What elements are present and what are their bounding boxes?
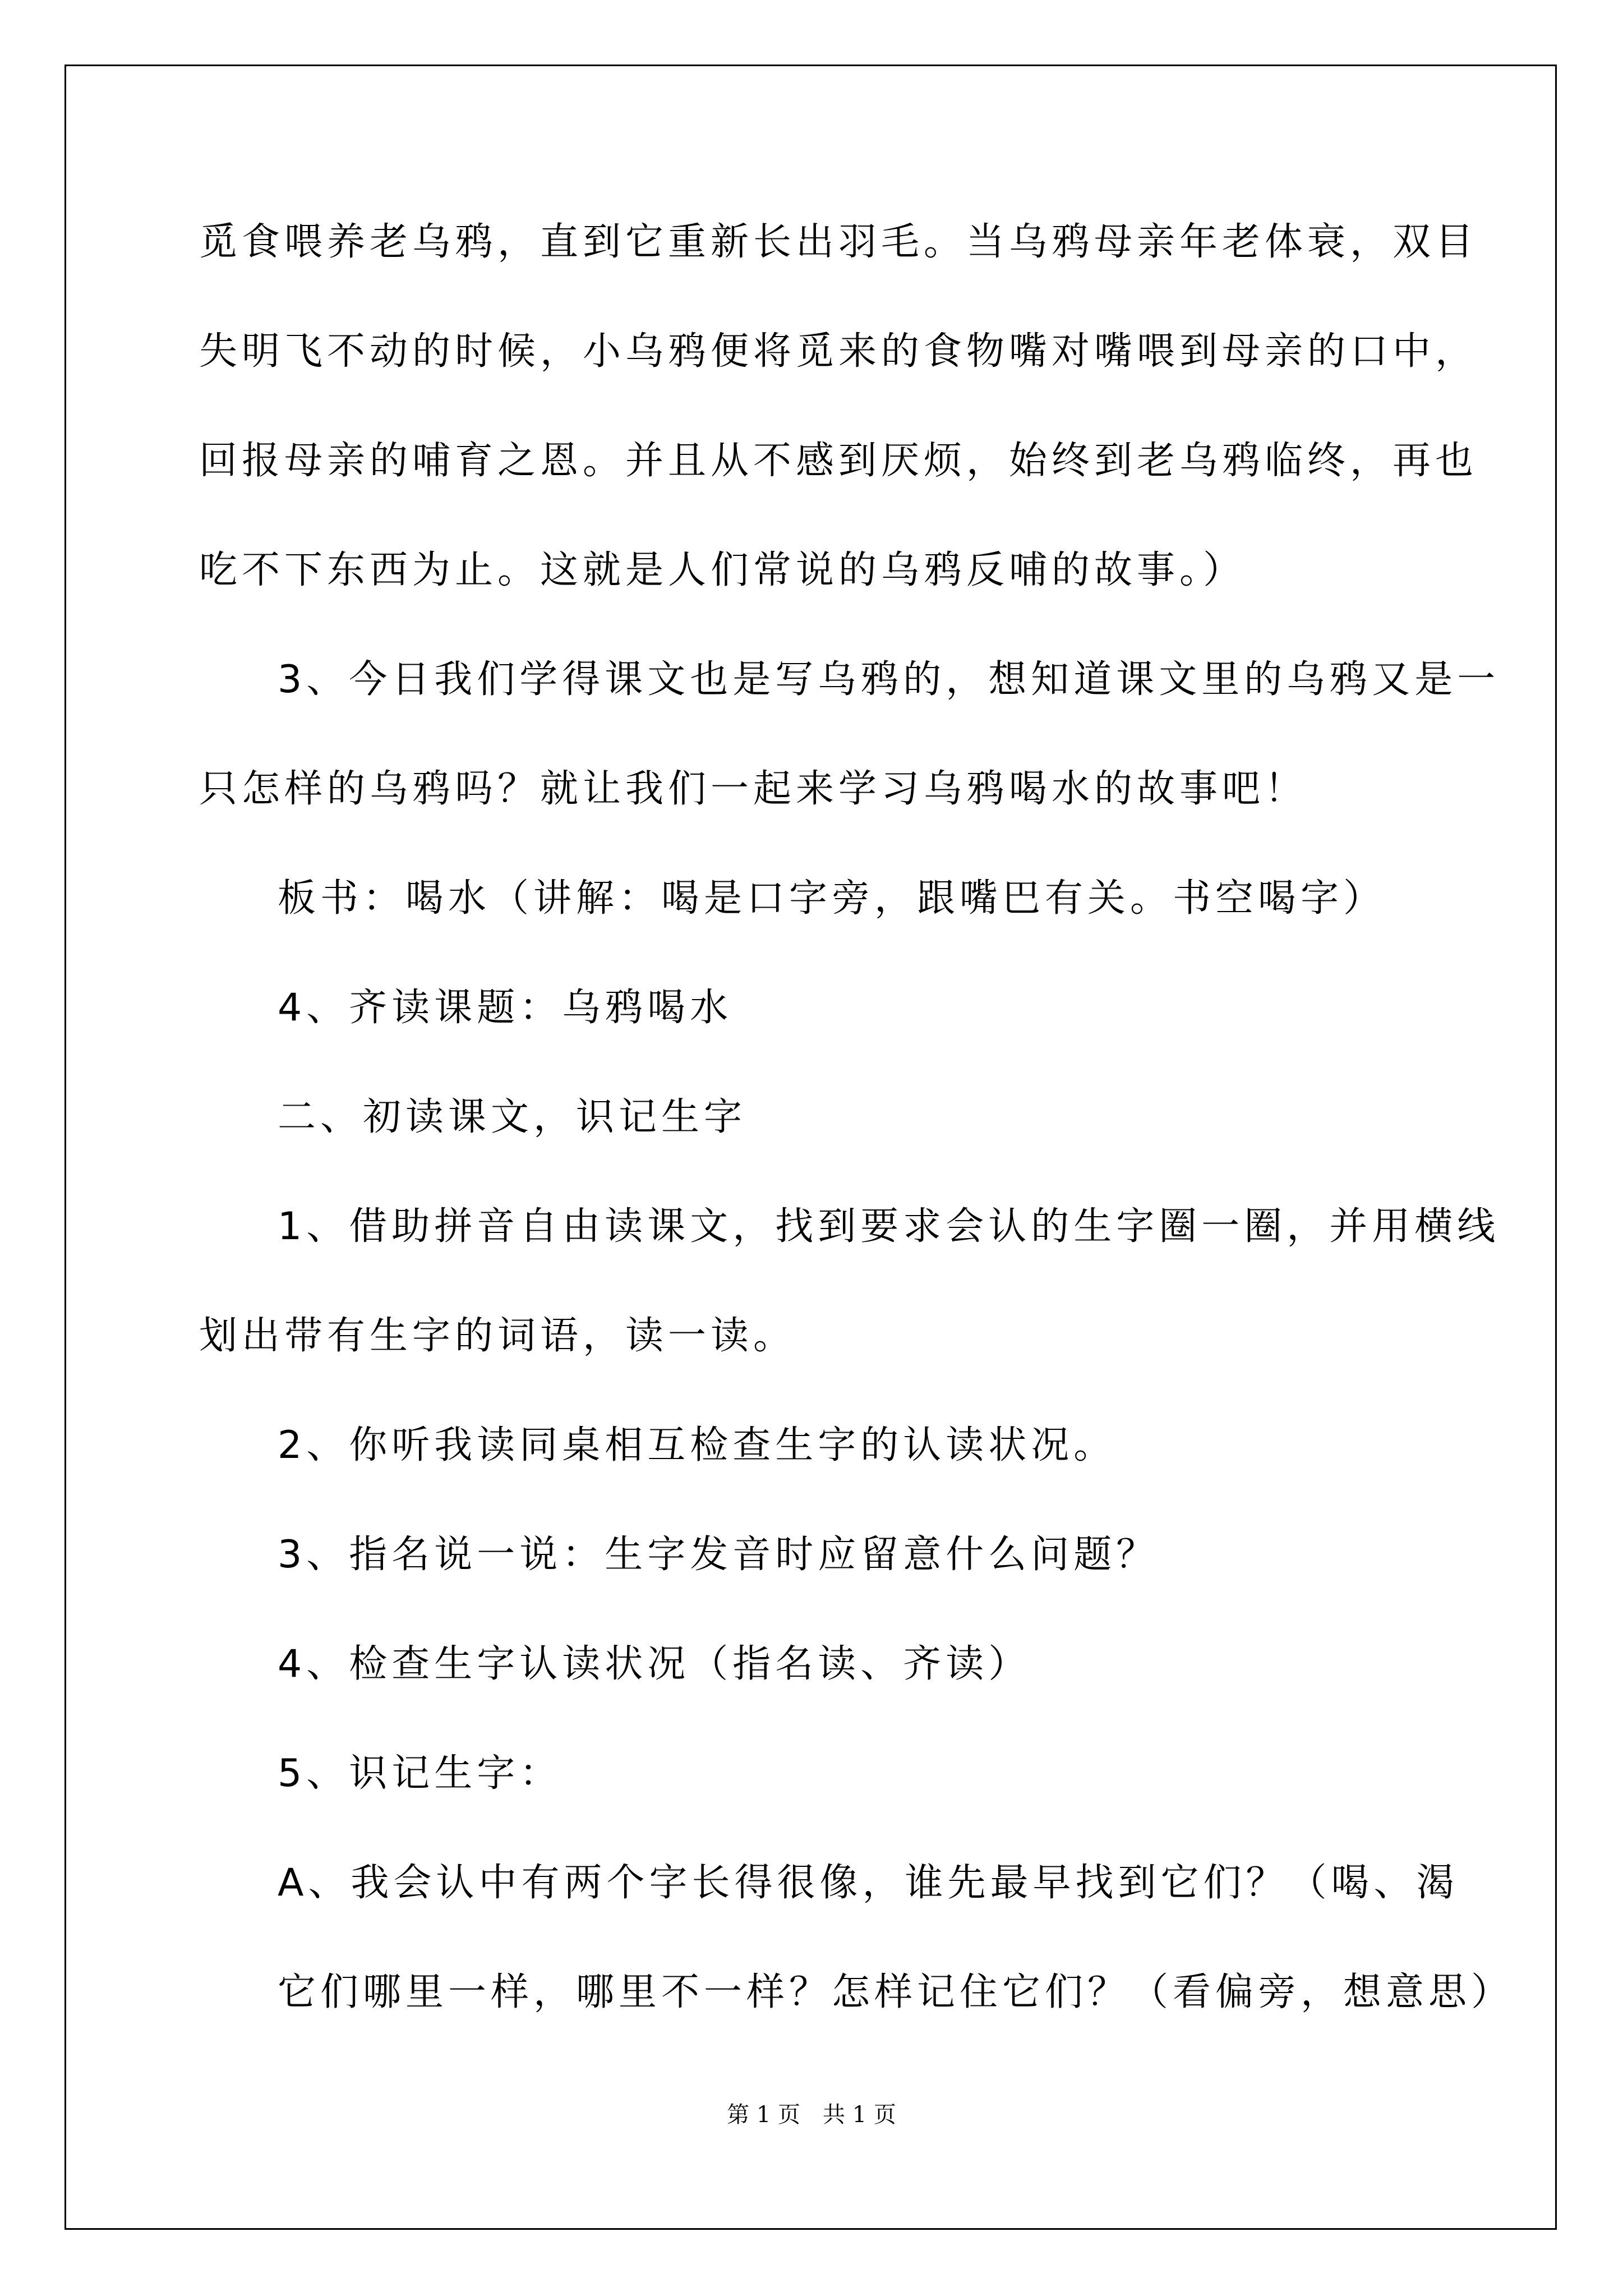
paragraph-line-17: 它们哪里一样，哪里不一样？怎样记住它们？（看偏旁，想意思） <box>278 1970 1514 2014</box>
paragraph-line-5: 3、今日我们学得课文也是写乌鸦的，想知道课文里的乌鸦又是一 <box>278 657 1500 702</box>
paragraph-line-1: 觅食喂养老乌鸦，直到它重新长出羽毛。当乌鸦母亲年老体衰，双目 <box>199 220 1478 264</box>
paragraph-line-10: 1、借助拼音自由读课文，找到要求会认的生字圈一圈，并用横线 <box>278 1204 1500 1249</box>
paragraph-line-15: 5、识记生字： <box>278 1751 562 1796</box>
paragraph-line-12: 2、你听我读同桌相互检查生字的认读状况。 <box>278 1423 1117 1467</box>
paragraph-line-6: 只怎样的乌鸦吗？就让我们一起来学习乌鸦喝水的故事吧！ <box>199 767 1308 811</box>
paragraph-line-4: 吃不下东西为止。这就是人们常说的乌鸦反哺的故事。） <box>199 548 1246 592</box>
paragraph-line-3: 回报母亲的哺育之恩。并且从不感到厌烦，始终到老乌鸦临终，再也 <box>199 439 1478 483</box>
paragraph-line-11: 划出带有生字的词语，读一读。 <box>199 1314 796 1358</box>
page-number-footer: 第 1 页 共 1 页 <box>727 2102 896 2128</box>
paragraph-line-7: 板书：喝水（讲解：喝是口字旁，跟嘴巴有关。书空喝字） <box>278 876 1386 921</box>
paragraph-line-13: 3、指名说一说：生字发音时应留意什么问题？ <box>278 1533 1159 1577</box>
paragraph-line-9: 二、初读课文，识记生字 <box>278 1095 747 1139</box>
paragraph-line-2: 失明飞不动的时候，小乌鸦便将觅来的食物嘴对嘴喂到母亲的口中， <box>199 329 1478 374</box>
paragraph-line-8: 4、齐读课题：乌鸦喝水 <box>278 986 733 1030</box>
paragraph-line-14: 4、检查生字认读状况（指名读、齐读） <box>278 1642 1031 1686</box>
paragraph-line-16: A、我会认中有两个字长得很像，谁先最早找到它们？（喝、渴 <box>278 1861 1459 1905</box>
